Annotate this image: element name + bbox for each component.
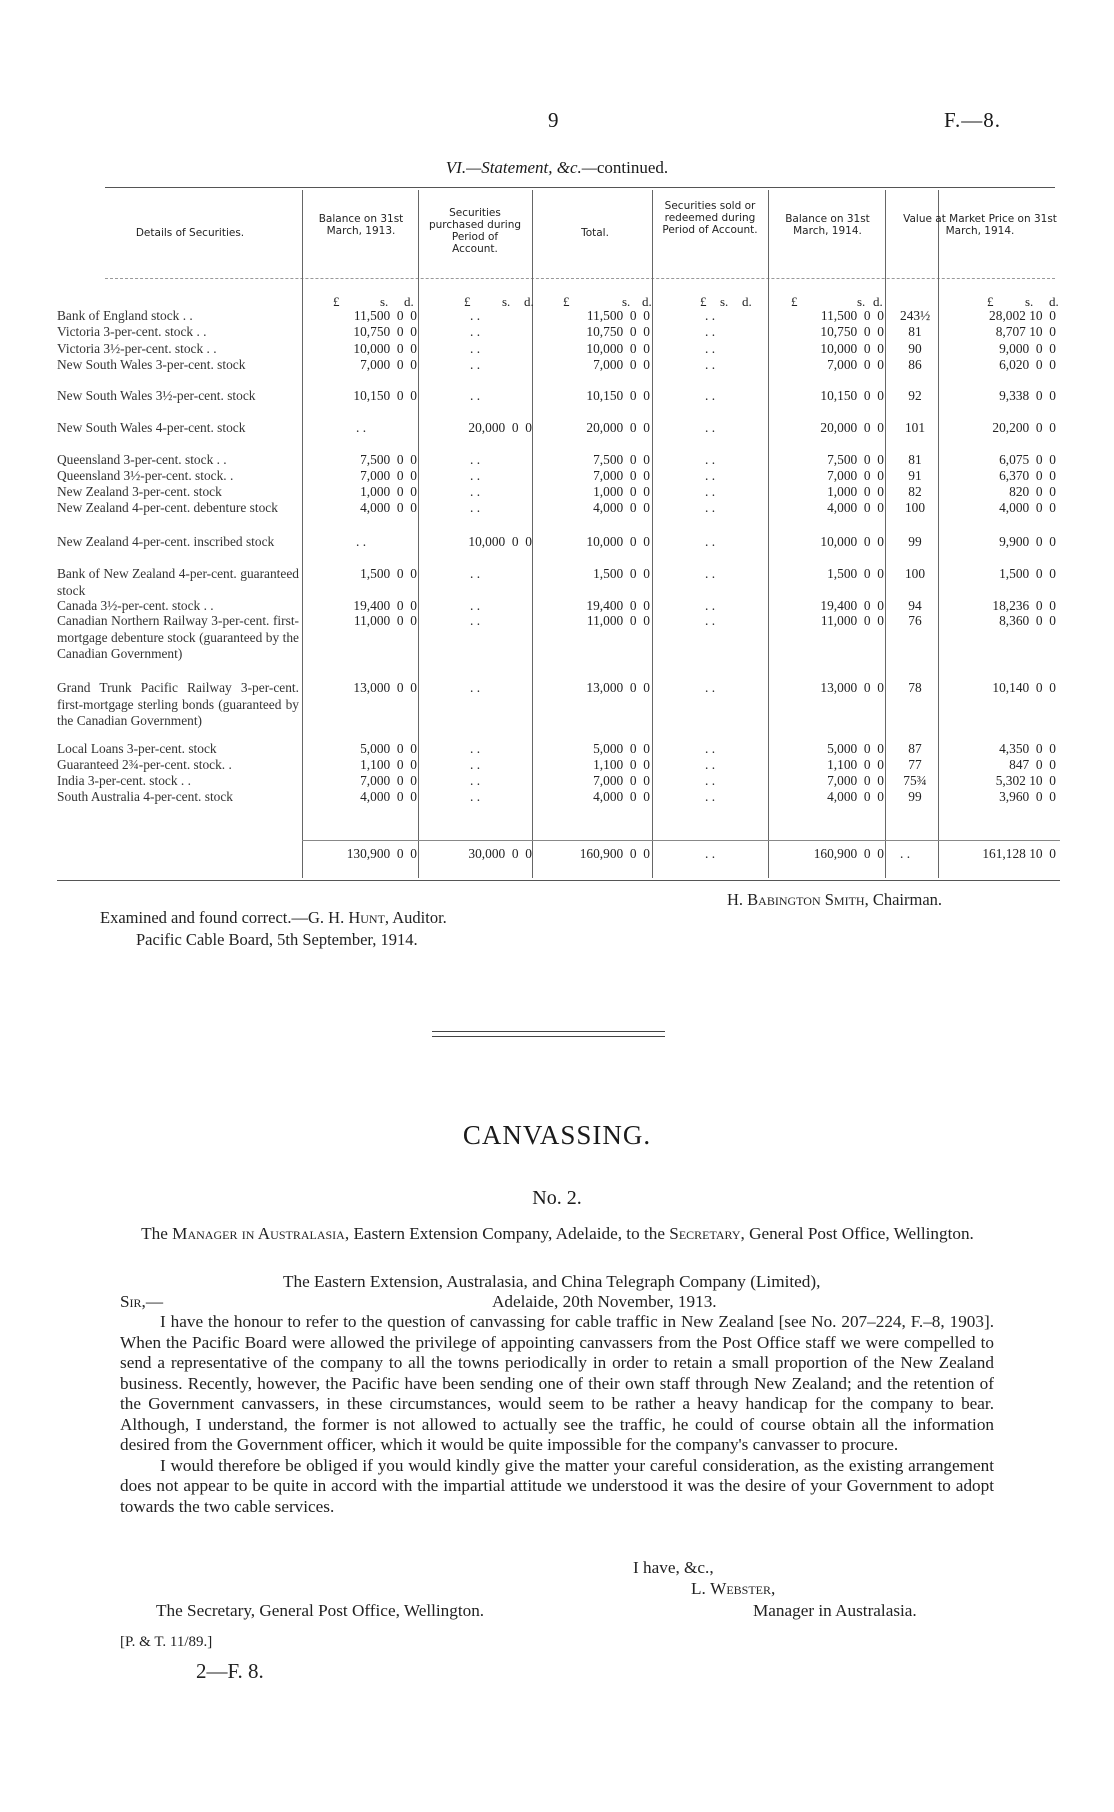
- security-name: Queensland 3½-per-cent. stock. .: [57, 468, 234, 483]
- purchased: . .: [470, 741, 481, 756]
- market-value: 820 0 0: [1009, 484, 1056, 499]
- total: 1,100 0 0: [593, 757, 650, 772]
- purchased: 20,000 0 0: [468, 420, 532, 435]
- page-number: 9: [548, 108, 559, 132]
- sold: . .: [705, 500, 716, 515]
- unit-pound: £: [333, 294, 340, 309]
- letter-address: [115, 1224, 1000, 1245]
- balance-1913: . .: [356, 420, 367, 435]
- table-top-rule: [105, 187, 1055, 188]
- header-purchased: Securities purchased during Period of Account.: [428, 207, 522, 255]
- sold: . .: [705, 468, 716, 483]
- address-from: Manager in Australasia: [172, 1224, 345, 1243]
- unit-shilling: s.: [1025, 294, 1034, 309]
- letter-body: [120, 1312, 994, 1517]
- market-value: 20,200 0 0: [992, 420, 1056, 435]
- header-sold: Securities sold or redeemed during Period of Account.: [662, 200, 758, 236]
- total: 10,750 0 0: [586, 324, 650, 339]
- security-name: New Zealand 3-per-cent. stock: [57, 484, 222, 499]
- total-sold: . .: [705, 846, 716, 861]
- security-name: India 3-per-cent. stock . .: [57, 773, 191, 788]
- paragraph-2: I would therefore be obliged if you would kindly give the matter your careful consideration, as the existing arrangement does not appear to be quite in accord with the impartial attitude we understood it was the desire of your Government to adopt towards the two cable services.: [120, 1455, 994, 1516]
- balance-1913: . .: [356, 534, 367, 549]
- sold: . .: [705, 324, 716, 339]
- unit-pence: d.: [404, 294, 414, 309]
- unit-pence: d.: [524, 294, 534, 309]
- header-details: Details of Securities.: [135, 227, 245, 239]
- purchased: . .: [470, 452, 481, 467]
- total: 4,000 0 0: [593, 500, 650, 515]
- purchased: . .: [470, 757, 481, 772]
- unit-pound: £: [700, 294, 707, 309]
- unit-shilling: s.: [380, 294, 389, 309]
- letter-number: No. 2.: [532, 1187, 582, 1209]
- paragraph-1: I have the honour to refer to the question of canvassing for cable traffic in New Zealand [see No. 207–224, F.–8, 1903]. When the Pacific Board were allowed the privilege of appointing canvassers from the Post Office staff we were compelled to send a representative of the company to all the towns periodically in order to retain a small proportion of the New Zealand business. Recently, however, the Pacific have been sending one of their own staff through New Zealand; and the retention of the Government canvassers, in these circumstances, would seem to be rather a heavy handicap for the company to bear. Although, I understand, the former is not allowed to actually see the traffic, he could of course obtain all the information desired from the Government officer, which it would be quite impossible for the company's canvasser to procure.: [120, 1312, 994, 1454]
- balance-1913: 4,000 0 0: [360, 500, 417, 515]
- balance-1914: 7,000 0 0: [827, 773, 884, 788]
- balance-1914: 4,000 0 0: [827, 789, 884, 804]
- market-value: 8,707 10 0: [995, 324, 1056, 339]
- market-price: 100: [904, 500, 926, 515]
- section-divider: [432, 1031, 665, 1032]
- balance-1914: 10,150 0 0: [820, 388, 884, 403]
- balance-1914: 19,400 0 0: [820, 598, 884, 613]
- security-name: New South Wales 3-per-cent. stock: [57, 357, 246, 372]
- unit-pence: d.: [642, 294, 652, 309]
- total: 7,000 0 0: [593, 357, 650, 372]
- market-price: 99: [908, 789, 922, 804]
- security-name: New South Wales 4-per-cent. stock: [57, 420, 246, 435]
- purchased: . .: [470, 468, 481, 483]
- auditor-title: , Auditor.: [384, 908, 447, 927]
- column-divider: [652, 190, 653, 878]
- company-line: The Eastern Extension, Australasia, and China Telegraph Company (Limited),: [283, 1272, 821, 1291]
- total-market-value: 161,128 10 0: [982, 846, 1056, 861]
- total-balance-1914: 160,900 0 0: [813, 846, 884, 861]
- sold: . .: [705, 452, 716, 467]
- table-bottom-rule: [57, 880, 1060, 881]
- purchased: . .: [470, 598, 481, 613]
- sold: . .: [705, 420, 716, 435]
- purchased: . .: [470, 324, 481, 339]
- signer: [691, 1579, 941, 1600]
- market-value: 6,370 0 0: [999, 468, 1056, 483]
- header-balance-1914: Balance on 31st March, 1914.: [785, 213, 870, 237]
- balance-1914: 11,000 0 0: [820, 613, 884, 628]
- market-price: 82: [908, 484, 922, 499]
- purchased: . .: [470, 789, 481, 804]
- balance-1913: 1,100 0 0: [360, 757, 417, 772]
- sold: . .: [705, 789, 716, 804]
- market-price: 91: [908, 468, 922, 483]
- balance-1914: 20,000 0 0: [820, 420, 884, 435]
- market-value: 6,075 0 0: [999, 452, 1056, 467]
- unit-pound: £: [464, 294, 471, 309]
- sold: . .: [705, 757, 716, 772]
- examined-text: Examined and found correct.—G. H.: [100, 908, 349, 927]
- sold: . .: [705, 357, 716, 372]
- total-balance-1913: 130,900 0 0: [346, 846, 417, 861]
- market-price: 81: [908, 324, 922, 339]
- balance-1914: 4,000 0 0: [827, 500, 884, 515]
- sold: . .: [705, 741, 716, 756]
- market-price: 92: [908, 388, 922, 403]
- security-name: Bank of New Zealand 4-per-cent. guaranteed stock: [57, 566, 299, 598]
- statement-caption: [0, 158, 1114, 178]
- unit-pound: £: [987, 294, 994, 309]
- balance-1914: 1,100 0 0: [827, 757, 884, 772]
- column-divider: [418, 190, 419, 878]
- total: 10,000 0 0: [586, 534, 650, 549]
- total: 19,400 0 0: [586, 598, 650, 613]
- balance-1913: 11,000 0 0: [353, 613, 417, 628]
- balance-1914: 7,000 0 0: [827, 468, 884, 483]
- caption-italic: VI.—Statement, &c.—: [445, 158, 597, 177]
- unit-pound: £: [563, 294, 570, 309]
- sold: . .: [705, 341, 716, 356]
- security-name: New South Wales 3½-per-cent. stock: [57, 388, 256, 403]
- security-name: New Zealand 4-per-cent. inscribed stock: [57, 534, 275, 549]
- market-value: 28,002 10 0: [989, 308, 1056, 323]
- table-header-rule: [105, 278, 1055, 279]
- market-price: 81: [908, 452, 922, 467]
- unit-pence: d.: [873, 294, 883, 309]
- chairman-signature: [727, 890, 942, 910]
- market-value: 9,900 0 0: [999, 534, 1056, 549]
- balance-1913: 7,000 0 0: [360, 773, 417, 788]
- balance-1914: 7,000 0 0: [827, 357, 884, 372]
- market-price: 243½: [900, 308, 931, 323]
- total: 4,000 0 0: [593, 789, 650, 804]
- balance-1914: 1,500 0 0: [827, 566, 884, 581]
- recipient: The Secretary, General Post Office, Wellington.: [156, 1601, 485, 1620]
- closing: I have, &c.,: [633, 1558, 714, 1577]
- market-value: 3,960 0 0: [999, 789, 1056, 804]
- security-name: Local Loans 3-per-cent. stock: [57, 741, 217, 756]
- balance-1914: 5,000 0 0: [827, 741, 884, 756]
- total: 1,000 0 0: [593, 484, 650, 499]
- auditor-signature: [100, 908, 447, 928]
- market-value: 9,000 0 0: [999, 341, 1056, 356]
- sold: . .: [705, 388, 716, 403]
- sold: . .: [705, 534, 716, 549]
- column-divider: [768, 190, 769, 878]
- address-mid: , Eastern Extension Company, Adelaide, to the: [344, 1224, 670, 1243]
- balance-1914: 10,000 0 0: [820, 534, 884, 549]
- sold: . .: [705, 613, 716, 628]
- place-date: Adelaide, 20th November, 1913.: [492, 1292, 717, 1311]
- security-name: Bank of England stock . .: [57, 308, 193, 323]
- security-name: Guaranteed 2¾-per-cent. stock. .: [57, 757, 232, 772]
- address-prefix: The: [141, 1224, 173, 1243]
- purchased: . .: [470, 500, 481, 515]
- balance-1913: 4,000 0 0: [360, 789, 417, 804]
- address-suffix: , General Post Office, Wellington.: [740, 1224, 974, 1243]
- balance-1913: 7,500 0 0: [360, 452, 417, 467]
- purchased: . .: [470, 357, 481, 372]
- chairman-title: , Chairman.: [864, 890, 943, 909]
- security-name: Grand Trunk Pacific Railway 3-per-cent. first-mortgage sterling bonds (guaranteed by the Canadian Government): [57, 680, 299, 728]
- address-to: Secretary: [669, 1224, 741, 1243]
- sold: . .: [705, 773, 716, 788]
- purchased: . .: [470, 566, 481, 581]
- market-value: 18,236 0 0: [992, 598, 1056, 613]
- header-total: Total.: [581, 227, 609, 239]
- unit-shilling: s.: [720, 294, 729, 309]
- signer-end: ,: [771, 1579, 776, 1598]
- market-price: 101: [904, 420, 926, 435]
- total: 5,000 0 0: [593, 741, 650, 756]
- section-heading: CANVASSING.: [462, 1120, 652, 1150]
- security-name: Victoria 3-per-cent. stock . .: [57, 324, 207, 339]
- market-price: 94: [908, 598, 922, 613]
- sold: . .: [705, 566, 716, 581]
- total-price: . .: [900, 846, 911, 861]
- purchased: . .: [470, 308, 481, 323]
- unit-shilling: s.: [622, 294, 631, 309]
- total: 10,150 0 0: [586, 388, 650, 403]
- balance-1913: 5,000 0 0: [360, 741, 417, 756]
- balance-1913: 10,150 0 0: [353, 388, 417, 403]
- unit-pence: d.: [742, 294, 752, 309]
- total: 7,000 0 0: [593, 468, 650, 483]
- chairman-name: H. Babington Smith: [727, 890, 865, 909]
- purchased: . .: [470, 680, 481, 695]
- market-value: 8,360 0 0: [999, 613, 1056, 628]
- section-divider: [432, 1036, 665, 1037]
- unit-shilling: s.: [502, 294, 511, 309]
- purchased: . .: [470, 773, 481, 788]
- balance-1914: 10,000 0 0: [820, 341, 884, 356]
- market-price: 99: [908, 534, 922, 549]
- file-reference: [P. & T. 11/89.]: [120, 1634, 213, 1650]
- column-divider: [302, 190, 303, 878]
- total: 1,500 0 0: [593, 566, 650, 581]
- balance-1913: 13,000 0 0: [353, 680, 417, 695]
- total: 13,000 0 0: [586, 680, 650, 695]
- total: 20,000 0 0: [586, 420, 650, 435]
- purchased: . .: [470, 341, 481, 356]
- security-name: Canadian Northern Railway 3-per-cent. first-mortgage debenture stock (guaranteed by the Canadian Government): [57, 613, 299, 661]
- salutation-text: Sir,—: [120, 1292, 164, 1311]
- sold: . .: [705, 598, 716, 613]
- totals-rule: [302, 840, 1060, 841]
- balance-1913: 1,000 0 0: [360, 484, 417, 499]
- security-name: New Zealand 4-per-cent. debenture stock: [57, 500, 278, 515]
- sold: . .: [705, 308, 716, 323]
- total: 11,000 0 0: [586, 613, 650, 628]
- header-market-value: Value at Market Price on 31st March, 1914.: [903, 213, 1057, 237]
- balance-1914: 7,500 0 0: [827, 452, 884, 467]
- balance-1913: 19,400 0 0: [353, 598, 417, 613]
- signer-initial: L.: [691, 1579, 711, 1598]
- security-name: Queensland 3-per-cent. stock . .: [57, 452, 227, 467]
- market-value: 847 0 0: [1009, 757, 1056, 772]
- total-total: 160,900 0 0: [579, 846, 650, 861]
- unit-pound: £: [791, 294, 798, 309]
- balance-1913: 7,000 0 0: [360, 468, 417, 483]
- balance-1913: 10,750 0 0: [353, 324, 417, 339]
- unit-shilling: s.: [857, 294, 866, 309]
- caption-rest: continued.: [596, 158, 669, 177]
- page-footer: 2—F. 8.: [196, 1659, 264, 1683]
- security-name: Victoria 3½-per-cent. stock . .: [57, 341, 217, 356]
- market-price: 76: [908, 613, 922, 628]
- signer-title: Manager in Australasia.: [753, 1601, 917, 1620]
- balance-1914: 13,000 0 0: [820, 680, 884, 695]
- market-price: 75¾: [903, 773, 927, 788]
- market-value: 6,020 0 0: [999, 357, 1056, 372]
- market-price: 78: [908, 680, 922, 695]
- market-value: 1,500 0 0: [999, 566, 1056, 581]
- signer-name: Webster: [710, 1579, 771, 1598]
- market-price: 87: [908, 741, 922, 756]
- security-name: South Australia 4-per-cent. stock: [57, 789, 233, 804]
- market-value: 5,302 10 0: [995, 773, 1056, 788]
- market-price: 77: [908, 757, 922, 772]
- total: 11,500 0 0: [586, 308, 650, 323]
- auditor-name: Hunt: [348, 908, 385, 927]
- market-price: 100: [904, 566, 926, 581]
- balance-1913: 7,000 0 0: [360, 357, 417, 372]
- purchased: . .: [470, 613, 481, 628]
- purchased: 10,000 0 0: [468, 534, 532, 549]
- market-value: 4,350 0 0: [999, 741, 1056, 756]
- market-price: 90: [908, 341, 922, 356]
- market-value: 10,140 0 0: [992, 680, 1056, 695]
- balance-1914: 10,750 0 0: [820, 324, 884, 339]
- sold: . .: [705, 484, 716, 499]
- balance-1914: 11,500 0 0: [820, 308, 884, 323]
- purchased: . .: [470, 484, 481, 499]
- total: 7,000 0 0: [593, 773, 650, 788]
- balance-1913: 1,500 0 0: [360, 566, 417, 581]
- unit-pence: d.: [1049, 294, 1059, 309]
- balance-1913: 11,500 0 0: [353, 308, 417, 323]
- total: 7,500 0 0: [593, 452, 650, 467]
- sold: . .: [705, 680, 716, 695]
- page-reference: F.—8.: [944, 108, 1001, 132]
- column-divider: [885, 190, 886, 878]
- column-divider: [938, 190, 939, 878]
- header-balance-1913: Balance on 31st March, 1913.: [318, 213, 404, 237]
- security-name: Canada 3½-per-cent. stock . .: [57, 598, 214, 613]
- board-date: Pacific Cable Board, 5th September, 1914.: [136, 930, 418, 949]
- balance-1914: 1,000 0 0: [827, 484, 884, 499]
- market-value: 9,338 0 0: [999, 388, 1056, 403]
- market-price: 86: [908, 357, 922, 372]
- purchased: . .: [470, 388, 481, 403]
- market-value: 4,000 0 0: [999, 500, 1056, 515]
- total: 10,000 0 0: [586, 341, 650, 356]
- total-purchased: 30,000 0 0: [468, 846, 532, 861]
- balance-1913: 10,000 0 0: [353, 341, 417, 356]
